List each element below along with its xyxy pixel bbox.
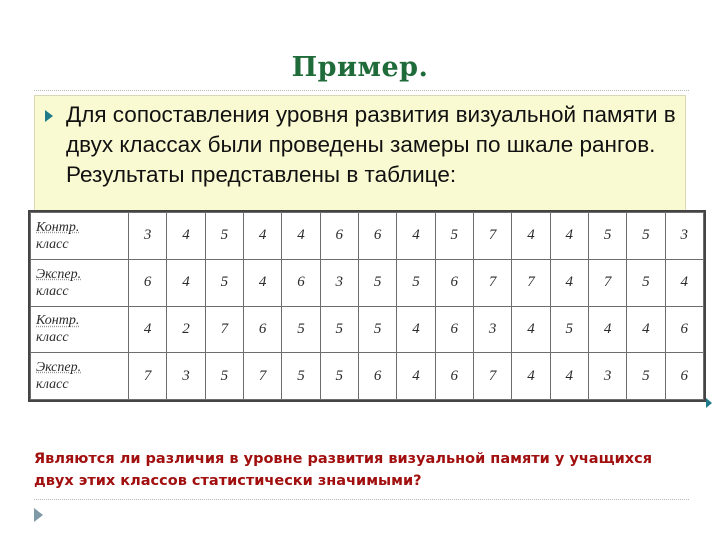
row-label-line1: Экспер.	[36, 266, 82, 282]
table-cell: 7	[129, 353, 167, 400]
table-cell: 6	[665, 306, 703, 353]
table-cell: 2	[167, 306, 205, 353]
table-cell: 5	[358, 306, 396, 353]
table-cell: 7	[243, 353, 281, 400]
table-cell: 3	[665, 213, 703, 260]
scores-table	[30, 212, 704, 400]
table-cell: 7	[205, 306, 243, 353]
table-cell: 5	[205, 213, 243, 260]
table-cell: 6	[665, 353, 703, 400]
table-cell: 4	[397, 353, 435, 400]
table-cell: 5	[397, 259, 435, 306]
table-cell: 4	[550, 353, 588, 400]
table-cell: 3	[588, 353, 626, 400]
table-row	[31, 259, 704, 306]
bullet-text: Для сопоставления уровня развития визуальной памяти в двух классах были проведены замеры по шкале рангов. Результаты представлены в таблице:	[66, 102, 676, 187]
table-cell: 3	[129, 213, 167, 260]
table-cell: 3	[167, 353, 205, 400]
row-label	[31, 353, 129, 400]
table-cell: 6	[129, 259, 167, 306]
table-cell: 6	[435, 306, 473, 353]
row-label-line2: класс	[36, 330, 69, 346]
row-label-line1: Контр.	[36, 219, 80, 235]
table-cell: 3	[320, 259, 358, 306]
table-cell: 6	[320, 213, 358, 260]
small-triangle-icon	[706, 398, 712, 408]
table-cell: 7	[473, 353, 511, 400]
table-cell: 4	[512, 353, 550, 400]
table-cell: 4	[512, 306, 550, 353]
table-cell: 6	[243, 306, 281, 353]
table-cell: 4	[512, 213, 550, 260]
table-cell: 5	[627, 353, 665, 400]
table-row	[31, 306, 704, 353]
table-cell: 5	[435, 213, 473, 260]
table-cell: 7	[473, 259, 511, 306]
table-cell: 6	[282, 259, 320, 306]
table-row	[31, 353, 704, 400]
table-cell: 5	[205, 353, 243, 400]
table-cell: 5	[282, 353, 320, 400]
table-cell: 6	[435, 259, 473, 306]
table-cell: 4	[550, 213, 588, 260]
table-row	[31, 213, 704, 260]
table-cell: 4	[243, 213, 281, 260]
row-label-line2: класс	[36, 236, 69, 252]
scores-table-container	[28, 210, 706, 402]
table-cell: 4	[282, 213, 320, 260]
table-cell: 5	[282, 306, 320, 353]
table-cell: 5	[320, 353, 358, 400]
table-cell: 5	[205, 259, 243, 306]
table-cell: 4	[129, 306, 167, 353]
table-cell: 4	[243, 259, 281, 306]
title-divider	[34, 90, 689, 91]
nav-arrow-icon[interactable]	[34, 508, 43, 522]
table-cell: 4	[665, 259, 703, 306]
table-cell: 6	[358, 353, 396, 400]
row-label-line2: класс	[36, 377, 69, 393]
table-cell: 5	[588, 213, 626, 260]
table-cell: 6	[435, 353, 473, 400]
table-cell: 6	[358, 213, 396, 260]
table-cell: 5	[320, 306, 358, 353]
row-label	[31, 306, 129, 353]
question-text: Являются ли различия в уровне развития визуальной памяти у учащихся двух этих классов статистически значимыми?	[34, 451, 653, 489]
table-cell: 4	[397, 306, 435, 353]
table-cell: 5	[550, 306, 588, 353]
triangle-bullet-icon	[45, 110, 53, 122]
row-label-line1: Экспер.	[36, 360, 82, 376]
row-label-line1: Контр.	[36, 313, 80, 329]
table-cell: 3	[473, 306, 511, 353]
row-label	[31, 213, 129, 260]
table-cell: 4	[550, 259, 588, 306]
table-cell: 5	[358, 259, 396, 306]
table-cell: 7	[473, 213, 511, 260]
table-cell: 4	[167, 259, 205, 306]
table-cell: 4	[627, 306, 665, 353]
table-cell: 7	[512, 259, 550, 306]
bullet-callout	[34, 95, 686, 217]
table-cell: 5	[627, 259, 665, 306]
row-label-line2: класс	[36, 283, 69, 299]
table-cell: 4	[588, 306, 626, 353]
table-cell: 5	[627, 213, 665, 260]
row-label	[31, 259, 129, 306]
table-cell: 4	[167, 213, 205, 260]
table-cell: 7	[588, 259, 626, 306]
table-cell: 4	[397, 213, 435, 260]
slide-title: Пример.	[291, 52, 429, 83]
bottom-divider	[34, 499, 689, 500]
